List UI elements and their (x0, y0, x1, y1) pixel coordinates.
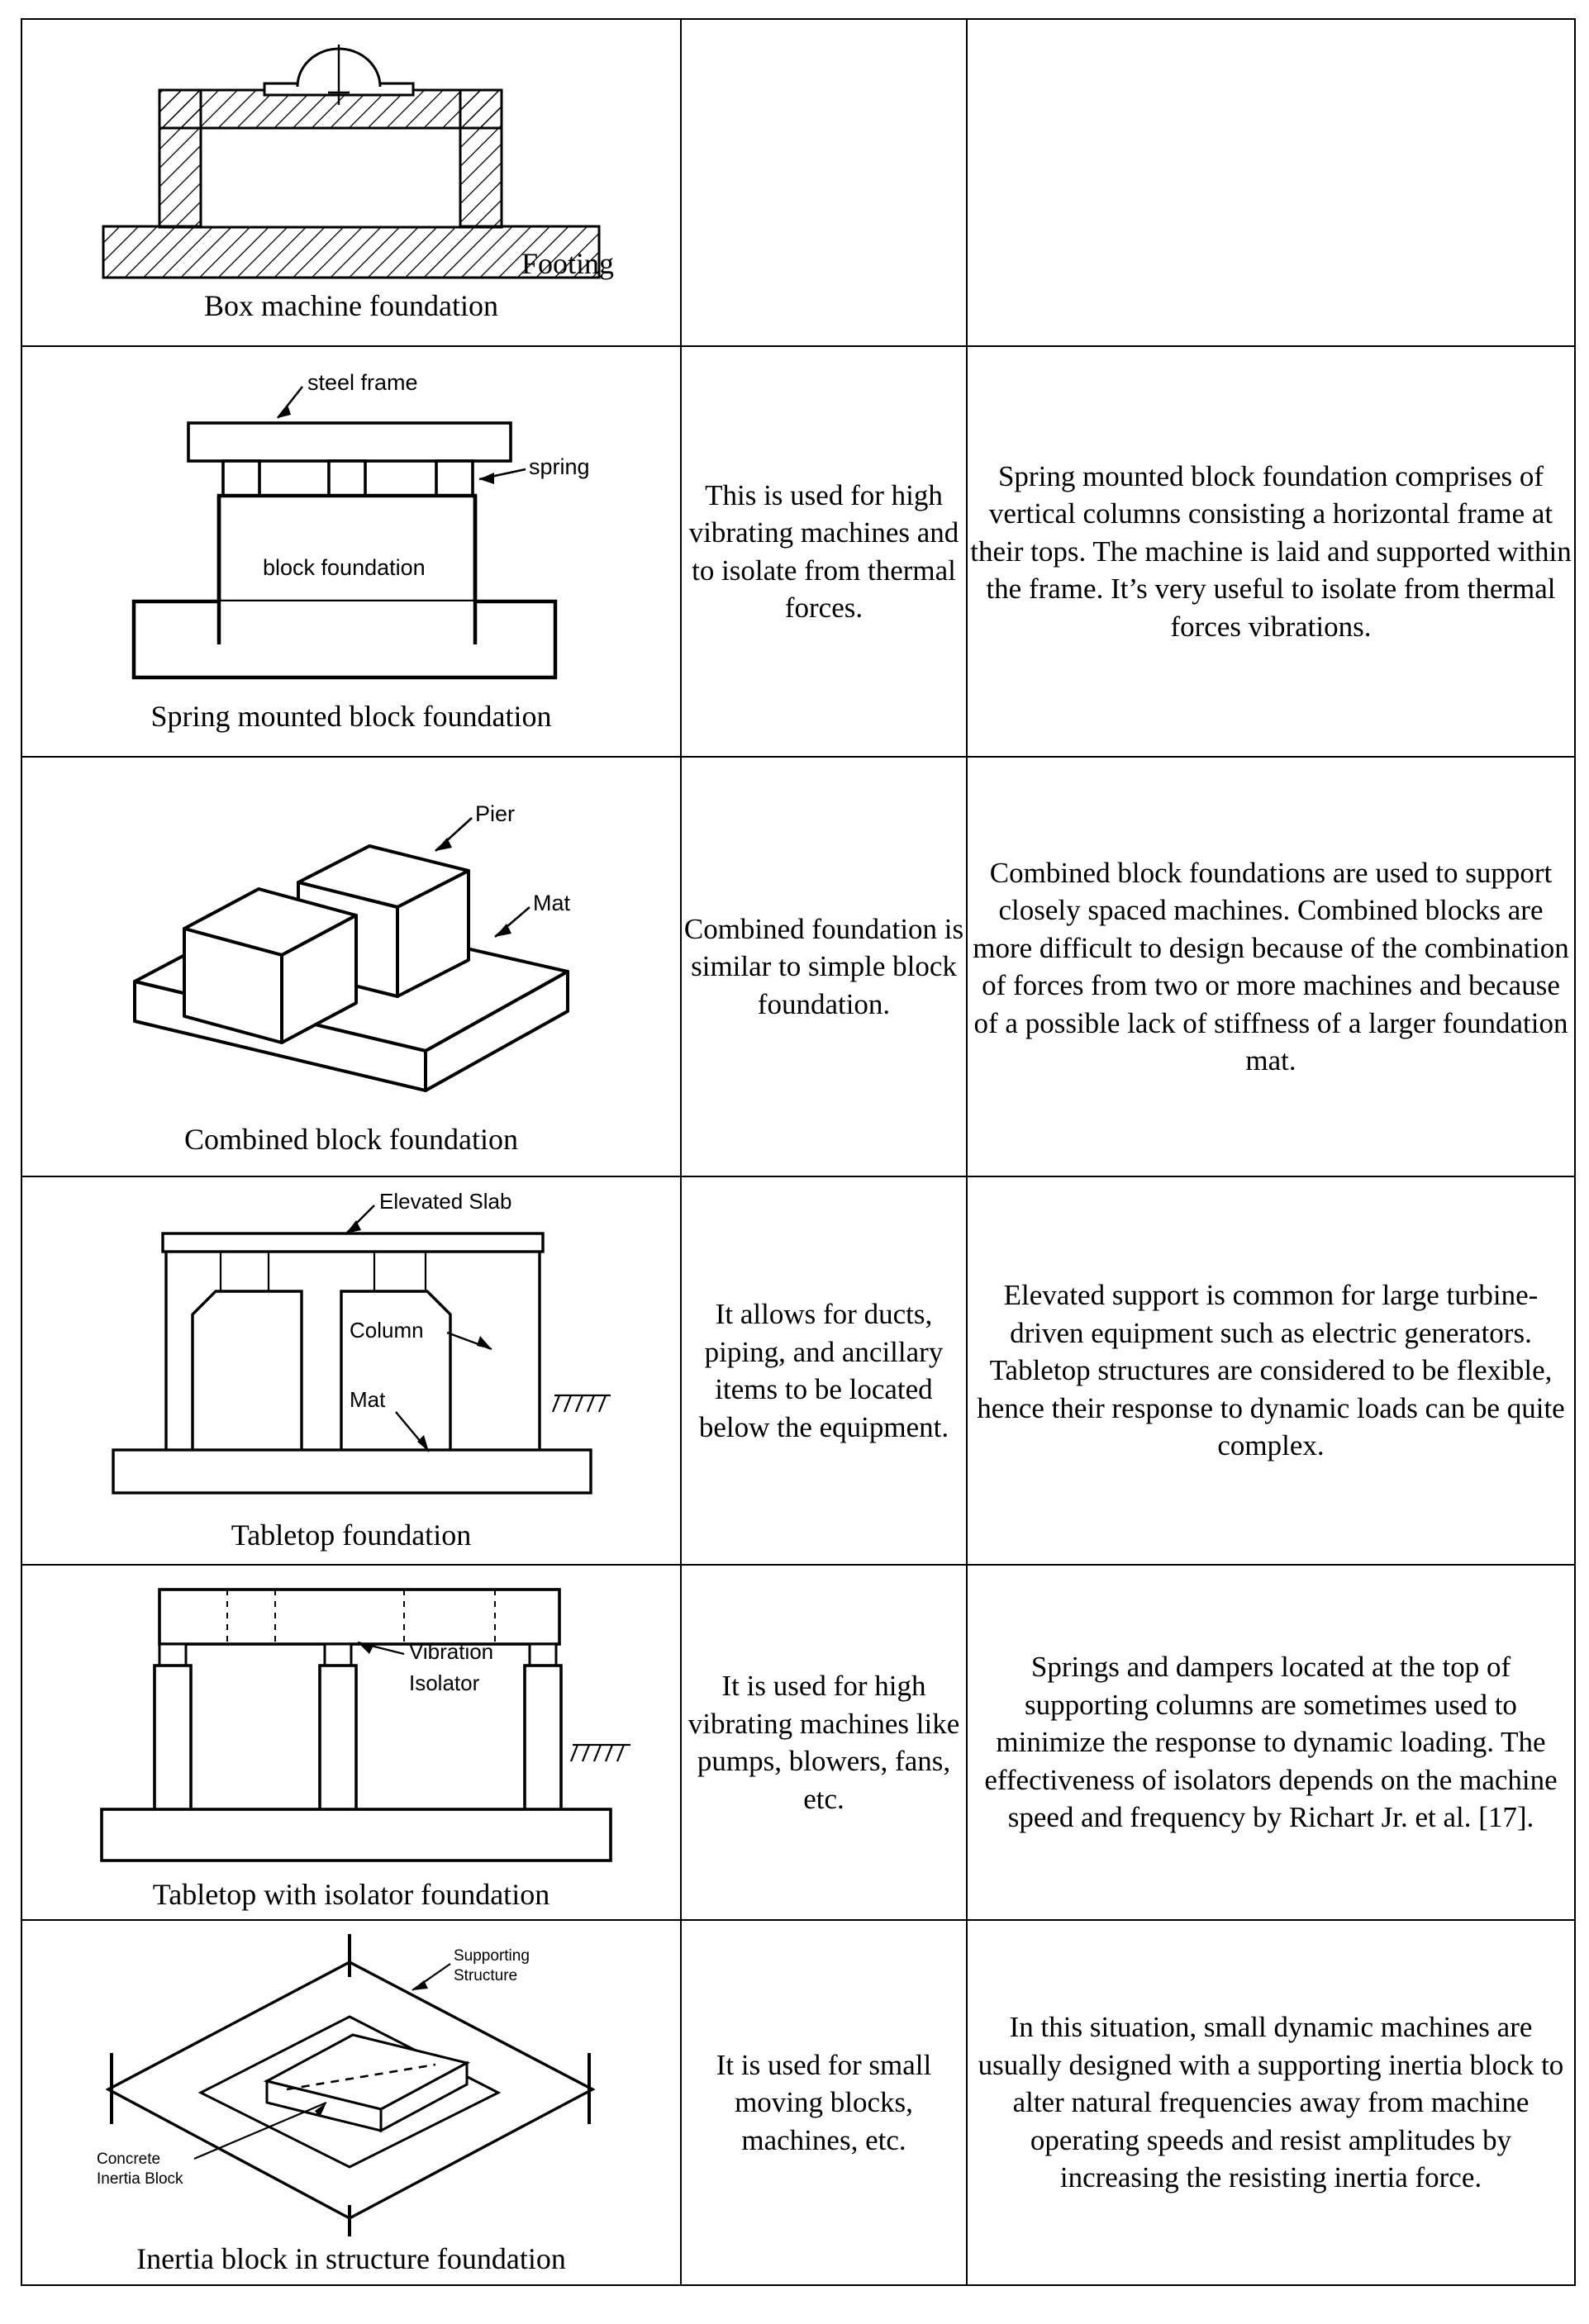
figure-caption: Tabletop with isolator foundation (152, 1878, 550, 1912)
figure-combined-block-foundation (22, 772, 680, 1162)
usage-cell (681, 19, 967, 346)
figure-caption: Tabletop foundation (231, 1518, 472, 1552)
label-mat: Mat (533, 891, 571, 916)
label-vibration: Vibration (409, 1639, 494, 1665)
table-row (21, 757, 1575, 1176)
figure-caption: Box machine foundation (204, 289, 498, 323)
combined-block-foundation-drawing (62, 775, 640, 1122)
description-cell (967, 19, 1575, 346)
foundation-types-table (21, 18, 1576, 2286)
usage-cell: This is used for high vibrating machines and to isolate from thermal forces. (681, 346, 967, 757)
figure-cell-tabletop-with-isolator-foundation (21, 1565, 681, 1920)
usage-cell: It is used for small moving blocks, machines, etc. (681, 1920, 967, 2285)
spring-mounted-block-foundation-drawing (66, 368, 636, 699)
table-row (21, 19, 1575, 346)
inertia-block-in-structure-foundation-drawing (62, 1927, 640, 2241)
label-isolator: Isolator (409, 1671, 480, 1696)
figure-cell-combined-block-foundation (21, 757, 681, 1176)
label-pier: Pier (475, 801, 516, 827)
figure-cell-spring-mounted-block-foundation (21, 346, 681, 757)
table-row (21, 1565, 1575, 1920)
label-structure: Structure (454, 1967, 518, 1985)
label-elevated-slab: Elevated Slab (379, 1189, 512, 1214)
description-cell: Combined block foundations are used to support closely spaced machines. Combined blocks are more difficult to design because of the combination of forces from two or more machines and because of a possible lack of stiffness of a larger foundation mat. (967, 757, 1575, 1176)
label-mat: Mat (350, 1387, 386, 1413)
usage-cell: It allows for ducts, piping, and ancillary items to be located below the equipment. (681, 1176, 967, 1565)
label-block-foundation: block foundation (263, 554, 426, 580)
label-inertia-block: Inertia Block (97, 2170, 183, 2189)
usage-cell: Combined foundation is similar to simple block foundation. (681, 757, 967, 1176)
figure-caption: Spring mounted block foundation (150, 699, 552, 733)
label-steel-frame: steel frame (307, 369, 418, 395)
label-spring: spring (529, 454, 590, 479)
description-cell: Springs and dampers located at the top of supporting columns are sometimes used to minimize the response to dynamic loading. The effectiveness of isolators depends on the machine speed and frequency by Richart Jr. et al. [17]. (967, 1565, 1575, 1920)
label-supporting: Supporting (454, 1947, 530, 1965)
figure-spring-mounted-block-foundation (22, 365, 680, 739)
figure-caption: Combined block foundation (184, 1123, 518, 1157)
table-row (21, 1920, 1575, 2285)
tabletop-foundation-drawing (62, 1187, 640, 1518)
figure-tabletop-foundation (22, 1184, 680, 1557)
description-cell: Spring mounted block foundation comprises of vertical columns consisting a horizontal frame at their tops. The machine is laid and supported within the frame. It’s very useful to isolate from thermal forces vibrations. (967, 346, 1575, 757)
usage-cell: It is used for high vibrating machines like pumps, blowers, fans, etc. (681, 1565, 967, 1920)
description-cell: Elevated support is common for large turbine-driven equipment such as electric generators. Tabletop structures are considered to be flexible, hence their response to dynamic loads can be quite complex. (967, 1176, 1575, 1565)
figure-label-footing: Footing (521, 247, 615, 281)
label-column: Column (350, 1318, 424, 1343)
description-cell: In this situation, small dynamic machines are usually designed with a supporting inertia block to alter natural frequencies away from machine operating speeds and resist amplitudes by increasing the resisting inertia force. (967, 1920, 1575, 2285)
figure-tabletop-with-isolator-foundation (22, 1568, 680, 1917)
label-concrete: Concrete (97, 2151, 161, 2169)
figure-caption: Inertia block in structure foundation (136, 2242, 566, 2276)
figure-cell-box-machine-foundation (21, 19, 681, 346)
table-row (21, 1176, 1575, 1565)
table-row (21, 346, 1575, 757)
figure-cell-inertia-block-in-structure-foundation (21, 1920, 681, 2285)
figure-cell-tabletop-foundation (21, 1176, 681, 1565)
figure-inertia-block-in-structure-foundation (22, 1924, 680, 2281)
figure-box-machine-foundation (22, 37, 680, 328)
tabletop-with-isolator-foundation-drawing (62, 1571, 640, 1877)
